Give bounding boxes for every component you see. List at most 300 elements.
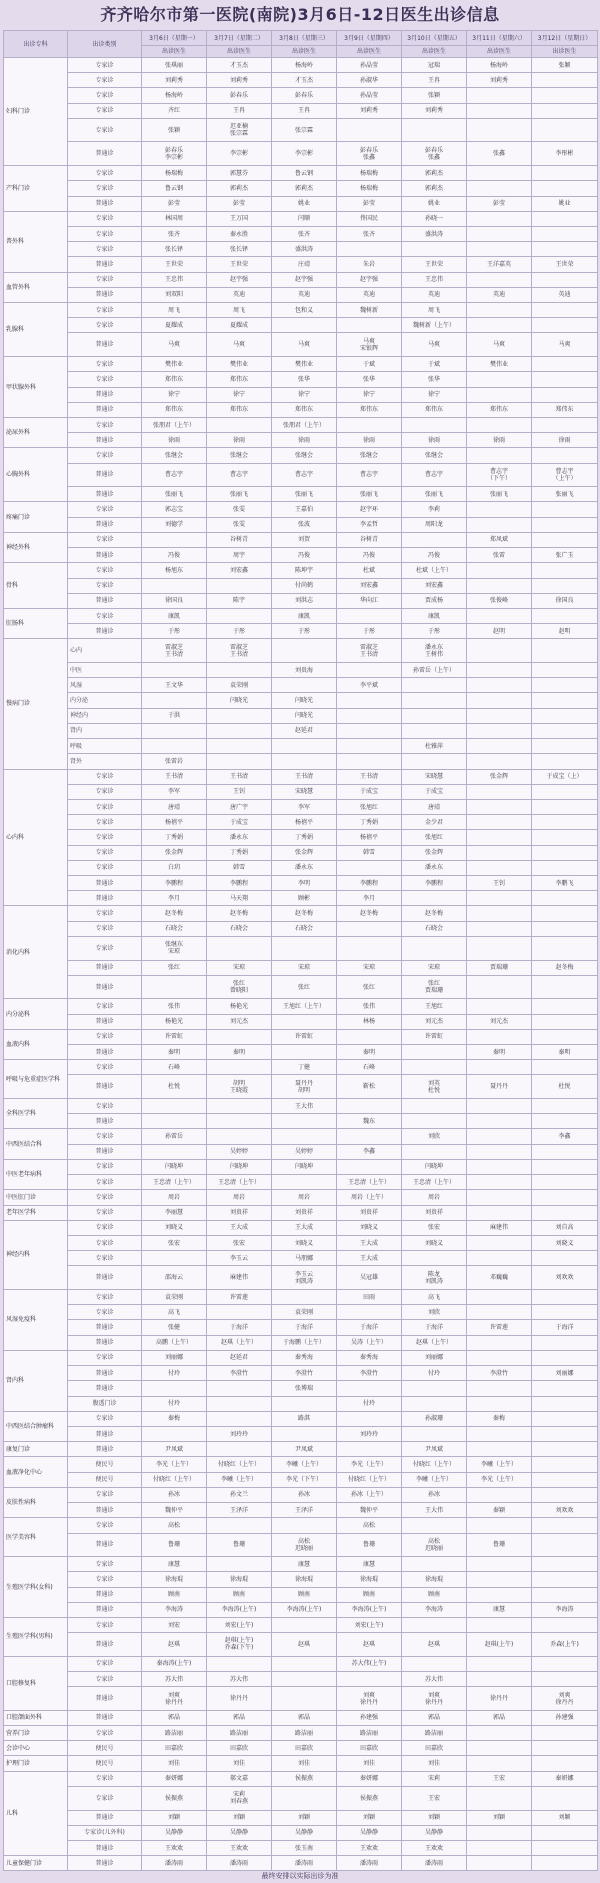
- doctor-cell: [467, 830, 532, 845]
- doctor-cell: 才玉杰: [207, 58, 272, 73]
- doctor-cell: 付晓红（上午）: [402, 1457, 467, 1472]
- category-cell: 专家诊: [68, 502, 142, 517]
- doctor-cell: [142, 975, 207, 999]
- doctor-cell: 张继东 宋琼: [142, 936, 207, 960]
- doctor-cell: [467, 387, 532, 402]
- doctor-cell: 李鑫: [532, 1129, 598, 1144]
- doctor-cell: 华向江: [337, 593, 402, 608]
- dept-name: 心胸外科: [4, 448, 68, 502]
- doctor-cell: [467, 1381, 532, 1396]
- dept-name: 乳腺科: [4, 303, 68, 357]
- category-cell: 普通诊: [68, 548, 142, 563]
- doctor-cell: 张继会: [207, 448, 272, 463]
- doctor-cell: 张伟: [142, 999, 207, 1014]
- table-row: [4, 242, 598, 257]
- doctor-cell: [402, 1656, 467, 1671]
- doctor-cell: 金少君: [402, 815, 467, 830]
- table-row: [4, 1075, 598, 1099]
- doctor-cell: [532, 1060, 598, 1075]
- doctor-cell: [467, 1672, 532, 1687]
- doctor-cell: 付晓红（上午）: [207, 1457, 272, 1472]
- doctor-cell: 刘佳: [207, 1756, 272, 1771]
- table-row: [4, 1472, 598, 1487]
- doctor-cell: 樊伟业: [207, 357, 272, 372]
- doctor-cell: 刘颖: [142, 1810, 207, 1825]
- doctor-cell: 路洁丽: [207, 1726, 272, 1741]
- doctor-cell: 许雷虹: [402, 1029, 467, 1044]
- category-cell: 专家诊: [68, 1672, 142, 1687]
- table-row: [4, 1557, 598, 1572]
- doctor-cell: 袁荣刚: [142, 1290, 207, 1305]
- doctor-cell: 吴静静: [402, 1825, 467, 1840]
- dept-name: 康复门诊: [4, 1442, 68, 1457]
- doctor-cell: 佟国民: [337, 211, 402, 226]
- doctor-cell: 刘莉秀: [402, 103, 467, 118]
- doctor-cell: 邓巍巍: [467, 1266, 532, 1290]
- table-row: [4, 1099, 598, 1114]
- doctor-cell: [467, 303, 532, 318]
- doctor-cell: [402, 693, 467, 708]
- dept-name: 风湿免疫科: [4, 1290, 68, 1351]
- dept-name: 营养门诊: [4, 1726, 68, 1741]
- doctor-cell: 李光（上午）: [142, 1457, 207, 1472]
- table-row: [4, 402, 598, 417]
- doctor-cell: [402, 891, 467, 906]
- doctor-cell: 刘丽娜: [142, 1350, 207, 1365]
- table-row: [4, 1587, 598, 1602]
- doctor-cell: 郑伟东: [142, 402, 207, 417]
- doctor-cell: 于成宝: [337, 784, 402, 799]
- table-row: [4, 1235, 598, 1250]
- category-cell: 专家诊: [68, 88, 142, 103]
- doctor-cell: 闫顺: [272, 211, 337, 226]
- doctor-cell: 刘欢欢: [532, 1503, 598, 1518]
- doctor-cell: 于成宝: [402, 784, 467, 799]
- doctor-cell: 潘涛雨: [142, 1856, 207, 1871]
- table-row: [4, 1617, 598, 1632]
- table-row: [4, 1771, 598, 1786]
- doctor-cell: 马天翔: [207, 891, 272, 906]
- doctor-cell: [207, 1381, 272, 1396]
- doctor-cell: 王嘉伯: [272, 502, 337, 517]
- doctor-cell: [467, 1557, 532, 1572]
- doctor-cell: [402, 1518, 467, 1533]
- table-row: [4, 211, 598, 226]
- doctor-cell: 宋琼: [272, 960, 337, 975]
- doctor-cell: [467, 1518, 532, 1533]
- table-row: [4, 318, 598, 333]
- doctor-cell: 刘欣: [402, 1305, 467, 1320]
- doctor-cell: 徐宁: [272, 387, 337, 402]
- category-cell: 腹透门诊: [68, 1396, 142, 1411]
- dept-name: 呼吸与危重症医学科: [4, 1060, 68, 1099]
- doctor-cell: [272, 1014, 337, 1029]
- doctor-cell: 赵琪（上午）: [207, 1335, 272, 1350]
- doctor-cell: 林杨: [337, 1014, 402, 1029]
- doctor-cell: 鲁云钢: [142, 181, 207, 196]
- table-row: [4, 226, 598, 241]
- doctor-cell: 张玉南: [272, 1840, 337, 1855]
- doctor-cell: 付玲: [402, 1366, 467, 1381]
- doctor-cell: 徐雨: [272, 433, 337, 448]
- doctor-cell: 张颖: [402, 88, 467, 103]
- category-cell: 内分泌: [68, 693, 142, 708]
- doctor-cell: 王万国: [207, 211, 272, 226]
- doctor-cell: [467, 242, 532, 257]
- doctor-cell: [207, 417, 272, 432]
- doctor-cell: 周岩: [402, 1190, 467, 1205]
- category-cell: 普通诊: [68, 1426, 142, 1441]
- doctor-cell: 彭春乐: [272, 88, 337, 103]
- doctor-cell: 王世荣: [402, 257, 467, 272]
- doctor-cell: [532, 318, 598, 333]
- doctor-cell: [467, 1741, 532, 1756]
- doctor-cell: 刘颖: [337, 1810, 402, 1825]
- doctor-cell: [272, 1672, 337, 1687]
- doctor-cell: 袁荣刚: [207, 678, 272, 693]
- doctor-cell: 周岩（上午）: [337, 1190, 402, 1205]
- table-row: [4, 1710, 598, 1725]
- doctor-cell: 徐海琨: [272, 1572, 337, 1587]
- doctor-cell: 张雷岩: [142, 754, 207, 769]
- doctor-cell: [532, 1656, 598, 1671]
- table-row: [4, 532, 598, 547]
- category-cell: 普通诊: [68, 402, 142, 417]
- doctor-cell: 刘贵祥: [402, 1205, 467, 1220]
- table-row: [4, 1114, 598, 1129]
- doctor-cell: 张旭红: [402, 830, 467, 845]
- table-row: [4, 1602, 598, 1617]
- doctor-cell: 潘永东: [402, 860, 467, 875]
- doctor-cell: [532, 891, 598, 906]
- dept-name: 中西医结合科: [4, 1129, 68, 1159]
- doctor-cell: 彭莹: [207, 196, 272, 211]
- doctor-cell: 王宏: [467, 1771, 532, 1786]
- doctor-cell: 吴冠雄: [337, 1266, 402, 1290]
- dept-name: 全科医学科: [4, 1099, 68, 1129]
- doctor-cell: 许雷虹: [142, 1029, 207, 1044]
- table-row: [4, 639, 598, 663]
- doctor-cell: [532, 723, 598, 738]
- doctor-cell: 魏东: [337, 1114, 402, 1129]
- doctor-cell: [532, 1442, 598, 1457]
- category-cell: 专家诊: [68, 608, 142, 623]
- doctor-cell: [207, 708, 272, 723]
- doctor-cell: [532, 1396, 598, 1411]
- doctor-cell: [337, 1159, 402, 1174]
- doctor-cell: [532, 1014, 598, 1029]
- doctor-cell: [532, 88, 598, 103]
- doctor-cell: 唐靖: [402, 799, 467, 814]
- doctor-cell: 刘宏(上午): [207, 1617, 272, 1632]
- doctor-cell: 彭春乐 张鑫: [337, 142, 402, 166]
- doctor-cell: 刘爽 徐丹丹: [532, 1687, 598, 1711]
- doctor-cell: [532, 1587, 598, 1602]
- doctor-cell: 王世荣: [207, 257, 272, 272]
- dept-name: 皮肤性病科: [4, 1487, 68, 1517]
- doctor-cell: [337, 1029, 402, 1044]
- doctor-cell: 王旭红（上午）: [272, 999, 337, 1014]
- dept-name: 老年医学科: [4, 1205, 68, 1220]
- doctor-cell: 王欢欢: [207, 1840, 272, 1855]
- doctor-cell: [532, 739, 598, 754]
- doctor-cell: 贾成杨: [402, 593, 467, 608]
- doctor-cell: 赵宇环: [337, 502, 402, 517]
- doctor-cell: [467, 784, 532, 799]
- table-row: [4, 142, 598, 166]
- category-cell: 专家诊: [68, 58, 142, 73]
- category-cell: 普通诊: [68, 1381, 142, 1396]
- doctor-cell: 潘永东: [207, 830, 272, 845]
- doctor-cell: 曹志宇: [207, 463, 272, 487]
- category-cell: 专家诊: [68, 1350, 142, 1365]
- table-row: [4, 196, 598, 211]
- doctor-cell: 路洁丽: [402, 1726, 467, 1741]
- doctor-cell: 吴静静: [272, 1825, 337, 1840]
- doctor-cell: 李莉: [402, 502, 467, 517]
- doctor-cell: 彭莹: [337, 196, 402, 211]
- doctor-cell: 聂丹丹: [467, 1075, 532, 1099]
- dept-name: 中医老年病科: [4, 1159, 68, 1189]
- doctor-cell: 孙冰: [142, 1487, 207, 1502]
- doctor-cell: [532, 1533, 598, 1557]
- doctor-cell: 英迪: [467, 287, 532, 302]
- doctor-cell: 潘永东 王树伟: [402, 639, 467, 663]
- table-row: [4, 58, 598, 73]
- page-title: 齐齐哈尔市第一医院(南院)3月6日-12日医生出诊信息: [100, 5, 500, 24]
- table-row: [4, 1396, 598, 1411]
- doctor-cell: [532, 448, 598, 463]
- category-cell: 专家诊: [68, 1786, 142, 1810]
- category-cell: 专家诊: [68, 578, 142, 593]
- table-row: [4, 593, 598, 608]
- doctor-cell: 孙冰（上午）: [337, 1487, 402, 1502]
- doctor-cell: [337, 693, 402, 708]
- dept-name: 疼痛门诊: [4, 502, 68, 532]
- doctor-cell: [467, 1290, 532, 1305]
- doctor-cell: 刘颖: [532, 1810, 598, 1825]
- doctor-cell: [337, 1381, 402, 1396]
- doctor-cell: 闫晓坤: [207, 1159, 272, 1174]
- table-row: [4, 1825, 598, 1840]
- doctor-cell: 付玲: [337, 1396, 402, 1411]
- doctor-cell: 张齐: [272, 226, 337, 241]
- doctor-cell: 庄靖: [272, 257, 337, 272]
- doctor-cell: [272, 754, 337, 769]
- table-row: [4, 387, 598, 402]
- doctor-cell: [402, 1114, 467, 1129]
- doctor-cell: 张金辉: [467, 769, 532, 784]
- doctor-cell: [532, 357, 598, 372]
- table-row: [4, 1442, 598, 1457]
- dept-name: 口腔颌面外科: [4, 1710, 68, 1725]
- doctor-cell: 侯振燕: [142, 1786, 207, 1810]
- doctor-cell: 康慧: [142, 1557, 207, 1572]
- doctor-cell: 郭晶: [467, 1710, 532, 1725]
- doctor-cell: 刘佳: [402, 1756, 467, 1771]
- doctor-cell: 张继会: [142, 448, 207, 463]
- doctor-cell: [402, 754, 467, 769]
- dept-name: 生殖医学科(女科): [4, 1557, 68, 1618]
- doctor-cell: [467, 799, 532, 814]
- doctor-cell: 付晓红（上午）: [142, 1472, 207, 1487]
- doctor-cell: 刘元杰: [207, 1014, 272, 1029]
- doctor-cell: 张颖: [532, 58, 598, 73]
- doctor-cell: 张继会: [272, 448, 337, 463]
- doctor-cell: 李玉云 刘凯涛: [272, 1266, 337, 1290]
- doctor-cell: 刘元杰: [402, 1014, 467, 1029]
- table-row: [4, 723, 598, 738]
- doctor-cell: 田嘉欣: [207, 1741, 272, 1756]
- doctor-cell: 王书清: [272, 769, 337, 784]
- doctor-cell: [467, 318, 532, 333]
- doctor-cell: [532, 1487, 598, 1502]
- category-cell: 普通诊: [68, 1266, 142, 1290]
- doctor-cell: 刘爽 徐丹丹: [142, 1687, 207, 1711]
- doctor-cell: 杨艳光: [207, 999, 272, 1014]
- doctor-cell: 李海涛: [142, 1602, 207, 1617]
- doctor-cell: 苏大伟: [207, 1672, 272, 1687]
- category-cell: 专家诊: [68, 417, 142, 432]
- doctor-cell: 田嘉欣: [142, 1741, 207, 1756]
- dept-name: 口腔修复科: [4, 1656, 68, 1710]
- doctor-cell: 刘贵祥: [272, 1205, 337, 1220]
- doctor-cell: 冯俊: [272, 548, 337, 563]
- header-day-sub: 出诊医生: [402, 46, 467, 58]
- doctor-cell: [337, 1099, 402, 1114]
- category-cell: 专家诊: [68, 1060, 142, 1075]
- dept-name: 生殖医学科(男科): [4, 1617, 68, 1656]
- doctor-cell: 宋琼: [337, 960, 402, 975]
- table-row: [4, 1381, 598, 1396]
- table-row: [4, 1350, 598, 1365]
- doctor-cell: 张红: [272, 975, 337, 999]
- doctor-cell: 王忠伟: [142, 272, 207, 287]
- category-cell: 专家诊: [68, 1290, 142, 1305]
- doctor-cell: [532, 1144, 598, 1159]
- doctor-cell: 丁秀娟: [142, 830, 207, 845]
- doctor-cell: 徐宁: [337, 387, 402, 402]
- header-dept: 出诊专科: [4, 31, 68, 58]
- table-row: [4, 1756, 598, 1771]
- category-cell: 专家诊: [68, 1159, 142, 1174]
- doctor-cell: [142, 723, 207, 738]
- doctor-cell: 闫晓坤: [402, 1159, 467, 1174]
- doctor-cell: 于海洋: [272, 1320, 337, 1335]
- dept-name: 妇科门诊: [4, 58, 68, 166]
- doctor-cell: 潘永东: [272, 860, 337, 875]
- dept-name: 儿科: [4, 1771, 68, 1855]
- table-row: [4, 1290, 598, 1305]
- doctor-cell: 田嘉欣: [272, 1741, 337, 1756]
- category-cell: 专家诊: [68, 1572, 142, 1587]
- category-cell: 便民号: [68, 1756, 142, 1771]
- doctor-cell: 王大伟: [272, 1099, 337, 1114]
- doctor-cell: 迟亚楠 张宗霖: [207, 118, 272, 142]
- table-row: [4, 463, 598, 487]
- doctor-cell: [467, 372, 532, 387]
- table-row: [4, 303, 598, 318]
- doctor-cell: 赵明: [532, 624, 598, 639]
- doctor-cell: [467, 1825, 532, 1840]
- doctor-cell: 杜雅萍: [402, 739, 467, 754]
- table-row: [4, 975, 598, 999]
- table-row: [4, 563, 598, 578]
- doctor-cell: [467, 1572, 532, 1587]
- doctor-cell: 路洁丽: [337, 1726, 402, 1741]
- doctor-cell: [467, 1786, 532, 1810]
- doctor-cell: [532, 1617, 598, 1632]
- doctor-cell: 徐海琨: [142, 1572, 207, 1587]
- doctor-cell: [467, 723, 532, 738]
- doctor-cell: 宋莉: [402, 1771, 467, 1786]
- doctor-cell: 于海鹏（上午）: [272, 1335, 337, 1350]
- category-cell: 普通诊: [68, 1014, 142, 1029]
- table-row: [4, 845, 598, 860]
- doctor-cell: 顾彬: [272, 891, 337, 906]
- category-cell: 普通诊: [68, 1533, 142, 1557]
- doctor-cell: 靳松: [337, 1075, 402, 1099]
- doctor-cell: [207, 1305, 272, 1320]
- doctor-cell: [272, 1656, 337, 1671]
- doctor-cell: [337, 739, 402, 754]
- table-row: [4, 769, 598, 784]
- doctor-cell: [467, 1656, 532, 1671]
- doctor-cell: 刘宏鑫: [207, 563, 272, 578]
- table-row: [4, 708, 598, 723]
- doctor-cell: 刘宏鑫: [337, 578, 402, 593]
- table-row: [4, 1503, 598, 1518]
- category-cell: 肾外: [68, 754, 142, 769]
- doctor-cell: 郑伟东: [272, 402, 337, 417]
- doctor-cell: 刘英 杜悦: [402, 1075, 467, 1099]
- table-row: [4, 433, 598, 448]
- doctor-cell: 包和义: [272, 303, 337, 318]
- doctor-cell: 赵冬梅: [402, 906, 467, 921]
- doctor-cell: [467, 608, 532, 623]
- doctor-cell: 夏耀成: [142, 318, 207, 333]
- doctor-cell: [207, 754, 272, 769]
- doctor-cell: 姚业: [402, 196, 467, 211]
- doctor-cell: 高飞: [402, 1290, 467, 1305]
- doctor-cell: [532, 678, 598, 693]
- doctor-cell: 于斌: [402, 357, 467, 372]
- table-row: [4, 287, 598, 302]
- doctor-cell: [207, 1518, 272, 1533]
- table-row: [4, 548, 598, 563]
- doctor-cell: 魏仲平: [142, 1503, 207, 1518]
- doctor-cell: [532, 662, 598, 677]
- doctor-cell: 于斌: [337, 357, 402, 372]
- header-day-sub: 出诊医生: [142, 46, 207, 58]
- doctor-cell: 张丽飞: [207, 487, 272, 502]
- doctor-cell: 彭春乐: [207, 88, 272, 103]
- category-cell: 专家诊: [68, 357, 142, 372]
- doctor-cell: 张长铎: [207, 242, 272, 257]
- doctor-cell: [207, 662, 272, 677]
- category-cell: 专家诊: [68, 1251, 142, 1266]
- doctor-cell: 孙冰: [272, 1487, 337, 1502]
- doctor-cell: 李澄竹: [272, 1366, 337, 1381]
- category-cell: 专家诊: [68, 1487, 142, 1502]
- doctor-cell: 李海涛: [402, 1602, 467, 1617]
- table-row: [4, 754, 598, 769]
- doctor-cell: [532, 1335, 598, 1350]
- doctor-cell: 张健: [142, 1320, 207, 1335]
- doctor-cell: 石晓会: [272, 921, 337, 936]
- doctor-cell: 张丽飞: [532, 487, 598, 502]
- doctor-cell: [532, 1114, 598, 1129]
